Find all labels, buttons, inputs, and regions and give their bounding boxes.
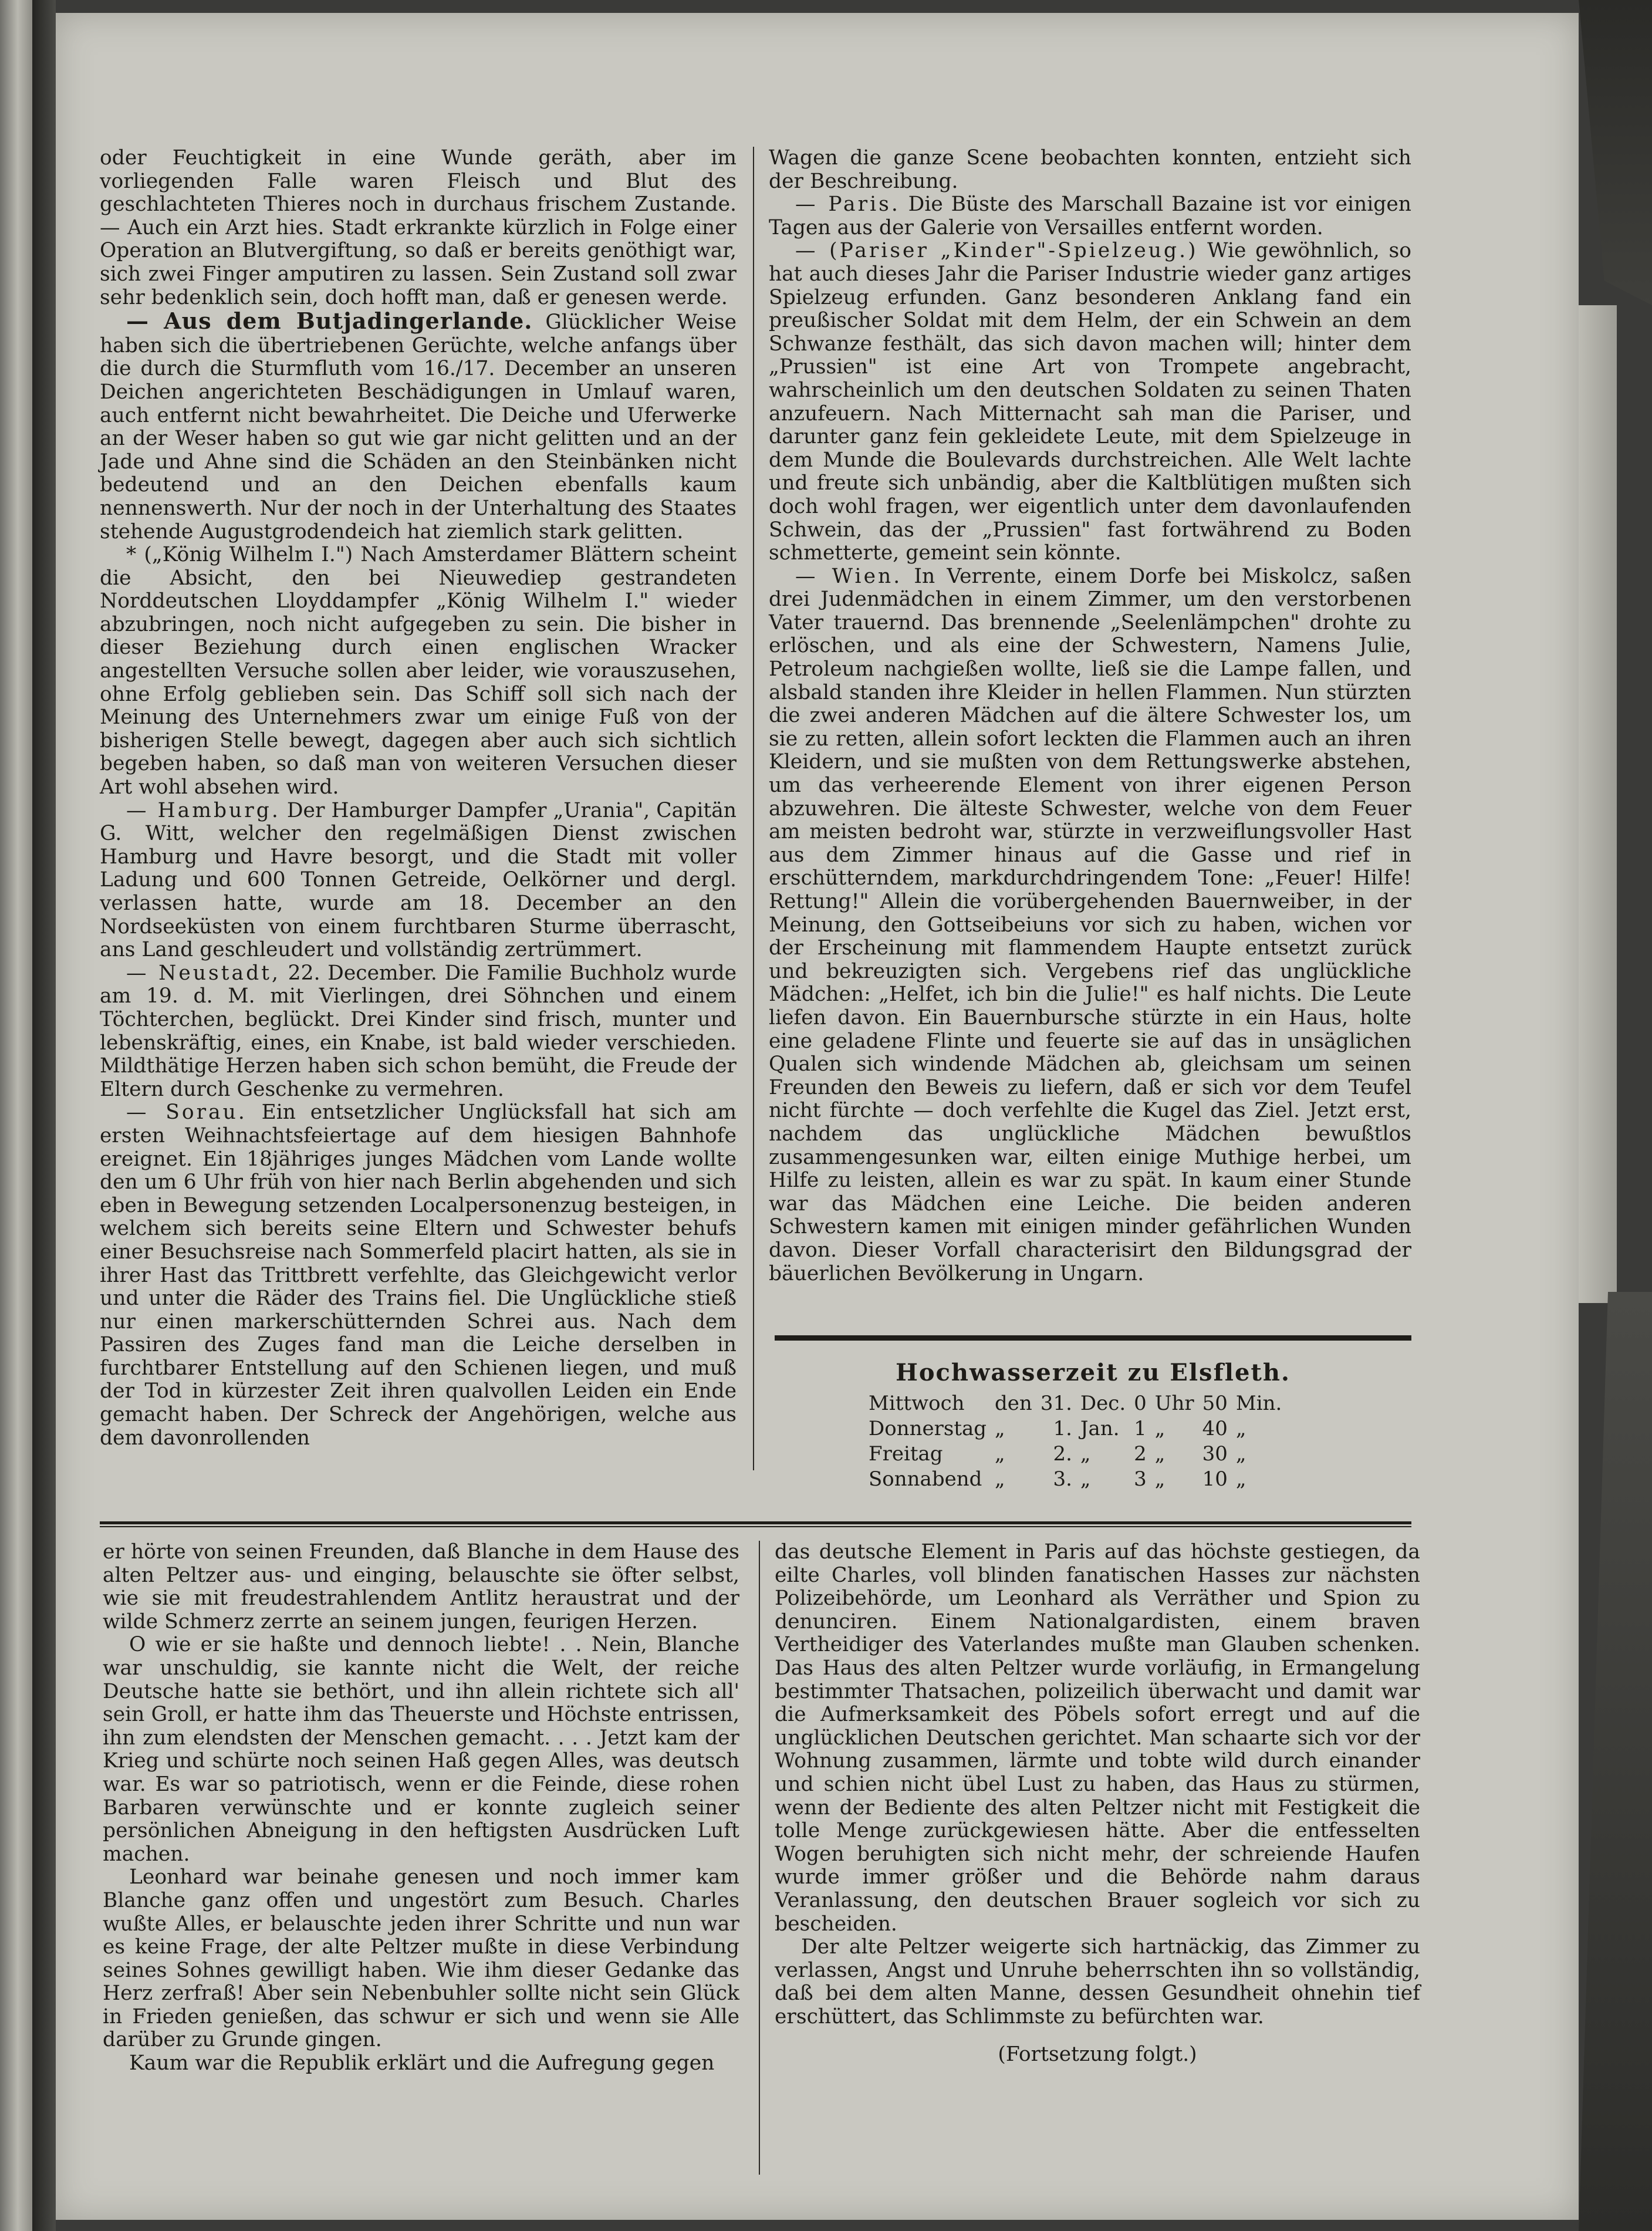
binding-shadow (32, 0, 56, 2231)
paragraph: — Wien. In Verrente, einem Dorfe bei Miskolcz, saßen drei Judenmädchen in einem Zimmer, um den verstorbenen Vater trauernd. Das brennende „Seelenlämpchen" drohte zu erlöschen, und als eine der Schwestern, Namens Julie, Petroleum nachgießen wollte, ließ sie die Lampe fallen, und alsbald standen ihre Kleider in hellen Flammen. Nun stürzten die zwei anderen Mädchen auf die ältere Schwester los, um sie zu retten, allein sofort leckten die Flammen auch an ihren Kleidern, und sie mußten von dem Rettungswerke abstehen, um das verheerende Element von ihrer eigenen Person abzuwehren. Die älteste Schwester, welche von dem Feuer am meisten bedroht war, stürzte in verzweiflungsvoller Hast aus dem Zimmer hinaus auf die Gasse und rief in erschütterndem, markdurchdringendem Tone: „Feuer! Hilfe! Rettung!" Allein die vorübergehenden Bauernweiber, in der Meinung, den Gottseibeiuns vor sich zu haben, wichen vor der Erscheinung mit flammendem Haupte entsetzt zurück und bekreuzigten sich. Vergebens rief das unglückliche Mädchen: „Helfet, ich bin die Julie!" es half nichts. Die Leute liefen davon. Ein Bauernbursche stürzte in ein Haus, holte eine geladene Flinte und feuerte sie auf das in unsäglichen Qualen sich windende Mädchen ab, gleichsam um seinen Freunden den Beweis zu liefern, daß er sich vor dem Teufel nicht fürchte — doch verfehlte die Kugel das Ziel. Jetzt erst, nachdem das unglückliche Mädchen bewußtlos zusammengesunken war, eilten einige Muthige herbei, um Hilfe zu leisten, allein es war zu spät. In kaum einer Stunde war das Mädchen eine Leiche. Die beiden anderen Schwestern kamen mit einigen minder gefährlichen Wunden davon. Dieser Vorfall characterisirt den Bildungsgrad der bäuerlichen Bevölkerung in Ungarn. (769, 564, 1411, 1285)
tide-table-rule (775, 1335, 1411, 1341)
dateline: — Wien. (795, 564, 903, 588)
dateline: — Hamburg. (126, 798, 281, 822)
column-top-right (769, 147, 1411, 1285)
table-row: Freitag „ 2. „ 2 „ 30 „ (869, 1442, 1246, 1466)
continuation-note: (Fortsetzung folgt.) (998, 2043, 1197, 2066)
paragraph: O wie er sie haßte und dennoch liebte! . . Nein, Blanche war unschuldig, sie kannte nicht die Welt, der reiche Deutsche hatte sie bethört, und ihn allein richtete sich all' sein Groll, er hatte ihm das Theuerste und Höchste entrissen, ihn zum elendsten der Menschen gemacht. . . . Jetzt kam der Krieg und schürte noch seinen Haß gegen Alles, was deutsch war. Es war so patriotisch, wenn er die Feinde, diese rohen Barbaren verwünschte und er konnte zugleich seiner persönlichen Abneigung in den heftigsten Ausdrücken Luft machen. (103, 1633, 739, 1866)
table-row: Mittwoch den 31. Dec. 0 Uhr 50 Min. (869, 1392, 1282, 1415)
paragraph: Leonhard war beinahe genesen und noch immer kam Blanche ganz offen und ungestört zum Besuch. Charles wußte Alles, er belauschte jeden ihrer Schritte und nun war es keine Frage, der alte Peltzer mußte in diese Verbindung seines Sohnes gewilligt haben. Wie ihm dieser Gedanke das Herz zerfraß! Aber sein Nebenbuhler sollte nicht sein Glück in Frieden genießen, das schwur er sich und wenn sie Alle darüber zu Grunde gingen. (103, 1865, 739, 2052)
bottom-right-cover-corner (1579, 1292, 1652, 2231)
table-row: Donnerstag „ 1. Jan. 1 „ 40 „ (869, 1417, 1246, 1440)
paragraph: das deutsche Element in Paris auf das höchste gestiegen, da eilte Charles, voll blinden fanatischen Hasses zur nächsten Polizeibehörde, um Leonhard als Verräther und Spion zu denunciren. Einem Nationalgardisten, einem braven Vertheidiger des Vaterlandes mußte man Glauben schenken. Das Haus des alten Peltzer wurde vorläufig, in Ermangelung bestimmter Thatsachen, polizeilich überwacht und damit war die Aufmerksamkeit des Pöbels sofort erregt und auf die unglücklichen Deutschen gerichtet. Man schaarte sich vor der Wohnung zusammen, lärmte und tobte wild durch einander und schien nicht übel Lust zu haben, das Haus zu stürmen, wenn der Bediente des alten Peltzer nicht mit Festigkeit die tolle Menge zurückgewiesen hätte. Aber die entfesselten Wogen beruhigten sich nicht mehr, der schreiende Haufen wurde immer größer und die Behörde nahm daraus Veranlassung, den deutschen Brauer sogleich vor sich zu bescheiden. (775, 1540, 1420, 1936)
paragraph: er hörte von seinen Freunden, daß Blanche in dem Hause des alten Peltzer aus- und einging, belauschte sie öfter selbst, wie sie mit freudestrahlendem Antlitz heraustrat und der wilde Schmerz zerrte an seinem jungen, feurigen Herzen. (103, 1540, 739, 1633)
dateline: — Neustadt, (126, 961, 281, 985)
column-top-left (100, 147, 737, 1450)
feuilleton-separator (100, 1521, 1411, 1524)
paragraph: oder Feuchtigkeit in eine Wunde geräth, aber im vorliegenden Falle waren Fleisch und Blut des geschlachteten Thieres noch in durchaus frischem Zustande. — Auch ein Arzt hies. Stadt erkrankte kürzlich in Folge einer Operation an Blutvergiftung, so daß er bereits genöthigt war, sich zwei Finger amputiren zu lassen. Sein Zustand soll zwar sehr bedenklich sein, doch hofft man, daß er genesen werde. (100, 146, 737, 309)
tide-table (869, 1391, 1290, 1492)
paragraph: — Aus dem Butjadingerlande. Glücklicher Weise haben sich die übertriebenen Gerüchte, welche anfangs über die durch die Sturmfluth vom 16./17. December an unseren Deichen angerichteten Beschädigungen in Umlauf waren, auch entfernt nicht bewahrheitet. Die Deiche und Uferwerke an der Weser haben so gut wie gar nicht gelitten und an der Jade und Ahne sind die Schäden an den Steinbänken nicht bedeutend und an den Deichen ebenfalls kaum nennenswerth. Nur der noch in der Unterhaltung des Staates stehende Augustgrodendeich hat ziemlich stark gelitten. (100, 308, 737, 544)
paragraph: — Hamburg. Der Hamburger Dampfer „Urania", Capitän G. Witt, welcher den regelmäßigen Dienst zwischen Hamburg und Havre besorgt, und die Stadt mit voller Ladung und 600 Tonnen Getreide, Oelkörner und dergl. verlassen hatte, wurde am 18. December an den Nordseeküsten von einem furchtbaren Sturme überrascht, ans Land geschleudert und vollständig zertrümmert. (100, 798, 737, 962)
left-page-edge (0, 0, 32, 2231)
paragraph: — Paris. Die Büste des Marschall Bazaine ist vor einigen Tagen aus der Galerie von Versailles entfernt worden. (769, 193, 1411, 239)
dateline: — (Pariser „Kinder"-Spielzeug.) (795, 239, 1198, 263)
dateline: — Sorau. (126, 1101, 247, 1125)
dateline: — Paris. (795, 193, 900, 217)
paragraph: — Sorau. Ein entsetzlicher Unglücksfall hat sich am ersten Weihnachtsfeiertage auf dem hiesigen Bahnhofe ereignet. Ein 18jähriges junges Mädchen vom Lande wollte den um 6 Uhr früh von hier nach Berlin abgehenden und sich eben in Bewegung setzenden Localpersonenzug besteigen, in welchem sich bereits seine Eltern und Schwester behufs einer Besuchsreise nach Sommerfeld placirt hatten, als sie in ihrer Hast das Trittbrett verfehlte, das Gleichgewicht verlor und unter die Räder des Trains fiel. Die Unglückliche stieß nur einen markerschütternden Schrei aus. Nach dem Passiren des Zuges fand man die Leiche derselben in furchtbarer Entstellung auf den Schienen liegen, und muß der Tod in kürzester Zeit ihren qualvollen Leiden ein Ende gemacht haben. Der Schreck der Angehörigen, welche aus dem davonrollenden (100, 1101, 737, 1450)
tide-table-title: Hochwasserzeit zu Elsfleth. (896, 1359, 1290, 1386)
paragraph: * („König Wilhelm I.") Nach Amsterdamer Blättern scheint die Absicht, den bei Nieuwediep gestrandeten Norddeutschen Lloyddampfer „König Wilhelm I." wieder abzubringen, noch nicht aufgegeben zu sein. Die bisher in dieser Beziehung durch einen englischen Wracker angestellten Versuche sollen aber leider, wie vorauszusehen, ohne Erfolg geblieben sein. Das Schiff soll sich nach der Meinung des Unternehmers zwar um einige Fuß von der bisherigen Stelle bewegt, dagegen aber auch sich sichtlich begeben haben, so daß man von weiteren Versuchen dieser Art wohl absehen wird. (100, 543, 737, 799)
paragraph: — Neustadt, 22. December. Die Familie Buchholz wurde am 19. d. M. mit Vierlingen, drei Söhnchen und einem Töchterchen, beglückt. Drei Kinder sind frisch, munter und lebenskräftig, eines, ein Knabe, ist bald wieder verschieden. Mildthätige Herzen haben sich schon bemüht, die Freude der Eltern durch Geschenke zu vermehren. (100, 961, 737, 1101)
paragraph: — (Pariser „Kinder"-Spielzeug.) Wie gewöhnlich, so hat auch dieses Jahr die Pariser Industrie wieder ganz artiges Spielzeug erfunden. Ganz besonderen Anklang fand ein preußischer Soldat mit dem Helm, der ein Schwein an dem Schwanze festhält, das sich davon machen will; hinter dem „Prussien" ist eine Art von Trompete angebracht, wahrscheinlich um den deutschen Soldaten zu seinen Thaten anzufeuern. Nach Mitternacht sah man die Pariser, und darunter ganz fein gekleidete Leute, mit dem Spielzeuge in dem Munde die Boulevards durchstreichen. Alle Welt lachte und freute sich unbändig, aber die Kaltblütigen mußten sich doch wohl fragen, wer eigentlich unter dem davonlaufenden Schwein, das der „Prussien" fast fortwährend zu Boden schmetterte, gemeint sein könnte. (769, 239, 1411, 565)
column-bottom-left (103, 1541, 739, 2075)
paragraph: Wagen die ganze Scene beobachten konnten, entzieht sich der Beschreibung. (769, 146, 1411, 193)
paragraph: Der alte Peltzer weigerte sich hartnäckig, das Zimmer zu verlassen, Angst und Unruhe beherrschten ihn so vollständig, daß bei dem alten Manne, dessen Gesundheit ohnehin tief erschüttert, das Schlimmste zu befürchten war. (775, 1935, 1420, 2029)
top-right-cover-corner (1579, 0, 1652, 305)
paragraph: Kaum war die Republik erklärt und die Aufregung gegen (129, 2051, 715, 2075)
column-divider (753, 147, 754, 1470)
feuilleton-separator-thin (100, 1526, 1411, 1527)
section-heading: — Aus dem Butjadingerlande. (126, 308, 533, 335)
table-row: Sonnabend „ 3. „ 3 „ 10 „ (869, 1467, 1246, 1491)
column-bottom-right (775, 1541, 1420, 2029)
column-divider (759, 1541, 760, 2175)
right-book-edge (1579, 305, 1617, 1303)
